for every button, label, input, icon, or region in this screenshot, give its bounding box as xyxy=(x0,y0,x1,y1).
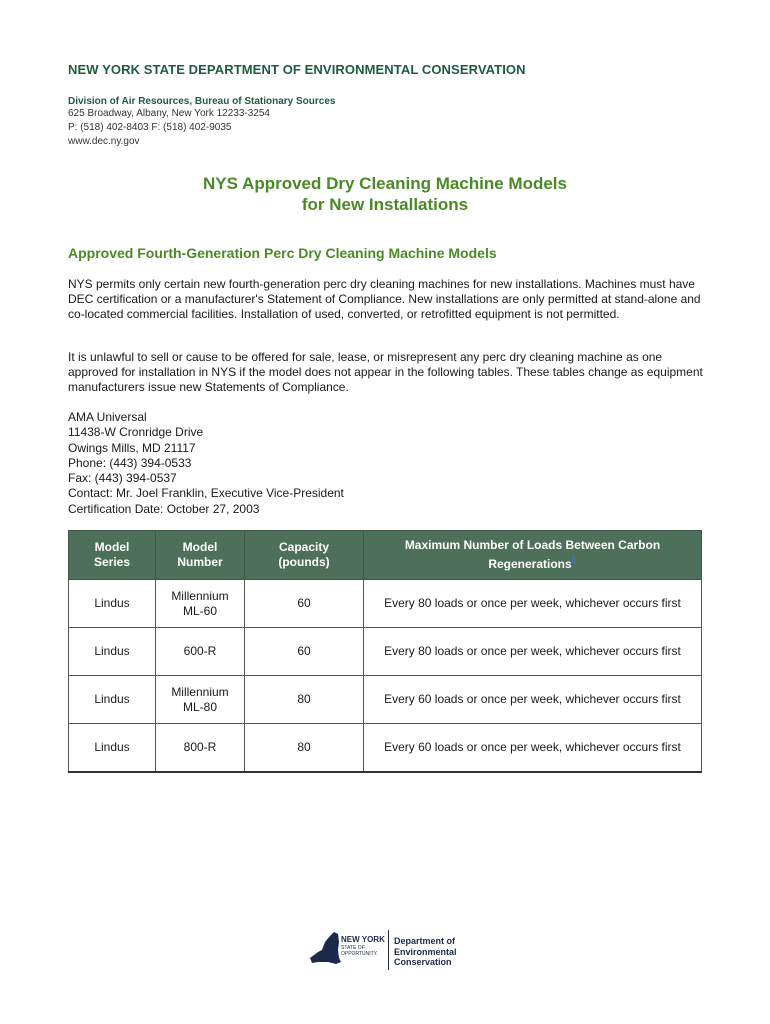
table-header-row xyxy=(69,531,702,580)
cell-loads: Every 60 loads or once per week, whichever occurs first xyxy=(364,724,702,773)
cell-capacity: 60 xyxy=(245,628,364,676)
header-model-number: Model Number xyxy=(156,531,245,580)
legal-paragraph: It is unlawful to sell or cause to be offered for sale, lease, or misrepresent any perc dry cleaning machine as one approved for installation in NYS if the model does not appear in the following tables. These tables change as equipment manufacturers issue new Statements of Compliance. xyxy=(68,350,703,394)
dept-wordmark: Department of Environmental Conservation xyxy=(394,936,457,967)
cell-loads: Every 60 loads or once per week, whichever occurs first xyxy=(364,676,702,724)
phone-fax: P: (518) 402-8403 F: (518) 402-9035 xyxy=(68,122,232,133)
footnote-link[interactable]: 1 xyxy=(571,555,577,565)
cell-capacity: 80 xyxy=(245,676,364,724)
vendor-name: AMA Universal xyxy=(68,410,147,424)
header-max-loads: Maximum Number of Loads Between Carbon Regenerations$^1$ xyxy=(364,531,702,580)
header-model-series: Model Series xyxy=(69,531,156,580)
vendor-cert-date: Certification Date: October 27, 2003 xyxy=(68,501,260,516)
vendor-fax: Fax: (443) 394-0537 xyxy=(68,471,177,486)
cell-series: Lindus xyxy=(69,724,156,773)
address: 625 Broadway, Albany, New York 12233-3254 xyxy=(68,108,270,119)
cell-loads: Every 80 loads or once per week, whichever occurs first xyxy=(364,628,702,676)
vendor-phone: Phone: (443) 394-0533 xyxy=(68,455,192,470)
ny-wordmark: NEW YORK xyxy=(341,935,385,944)
ny-tagline: STATE OF OPPORTUNITY. xyxy=(341,945,378,957)
table-row xyxy=(69,724,702,773)
intro-paragraph: NYS permits only certain new fourth-generation perc dry cleaning machines for new installations. Machines must have DEC certification or a manufacturer's Statement of Compliance. New installations are only permitted at stand-alone and co-located commercial facilities. Installation of used, converted, or retrofitted equipment is not permitted. xyxy=(68,277,701,321)
page-title xyxy=(0,173,770,215)
section-heading: Approved Fourth-Generation Perc Dry Cleaning Machine Models xyxy=(68,245,497,261)
cell-number: 800-R xyxy=(156,724,245,773)
header-capacity: Capacity (pounds) xyxy=(245,531,364,580)
table-row xyxy=(69,580,702,628)
cell-series: Lindus xyxy=(69,676,156,724)
vendor-contact: Contact: Mr. Joel Franklin, Executive Vice-President xyxy=(68,486,344,501)
table-row xyxy=(69,628,702,676)
website-link[interactable]: www.dec.ny.gov xyxy=(68,136,140,147)
footer-divider xyxy=(388,930,389,970)
table-row xyxy=(69,676,702,724)
cell-number: 600-R xyxy=(156,628,245,676)
vendor-city: Owings Mills, MD 21117 xyxy=(68,440,196,455)
cell-series: Lindus xyxy=(69,580,156,628)
ny-state-map-icon xyxy=(308,928,342,972)
vendor-block xyxy=(68,410,344,517)
cell-number: Millennium ML-60 xyxy=(156,580,245,628)
cell-capacity: 80 xyxy=(245,724,364,773)
agency-name: NEW YORK STATE DEPARTMENT OF ENVIRONMENTAL CONSERVATION xyxy=(68,62,526,77)
vendor-street: 11438-W Cronridge Drive xyxy=(68,425,204,440)
letterhead xyxy=(68,62,708,149)
title-line-2: for New Installations xyxy=(301,195,469,214)
cell-capacity: 60 xyxy=(245,580,364,628)
cell-loads: Every 80 loads or once per week, whichever occurs first xyxy=(364,580,702,628)
footer-logo xyxy=(308,928,478,972)
cell-number: Millennium ML-80 xyxy=(156,676,245,724)
models-table xyxy=(68,530,702,773)
cell-series: Lindus xyxy=(69,628,156,676)
division-name: Division of Air Resources, Bureau of Stationary Sources xyxy=(68,96,336,107)
title-line-1: NYS Approved Dry Cleaning Machine Models xyxy=(203,174,567,193)
